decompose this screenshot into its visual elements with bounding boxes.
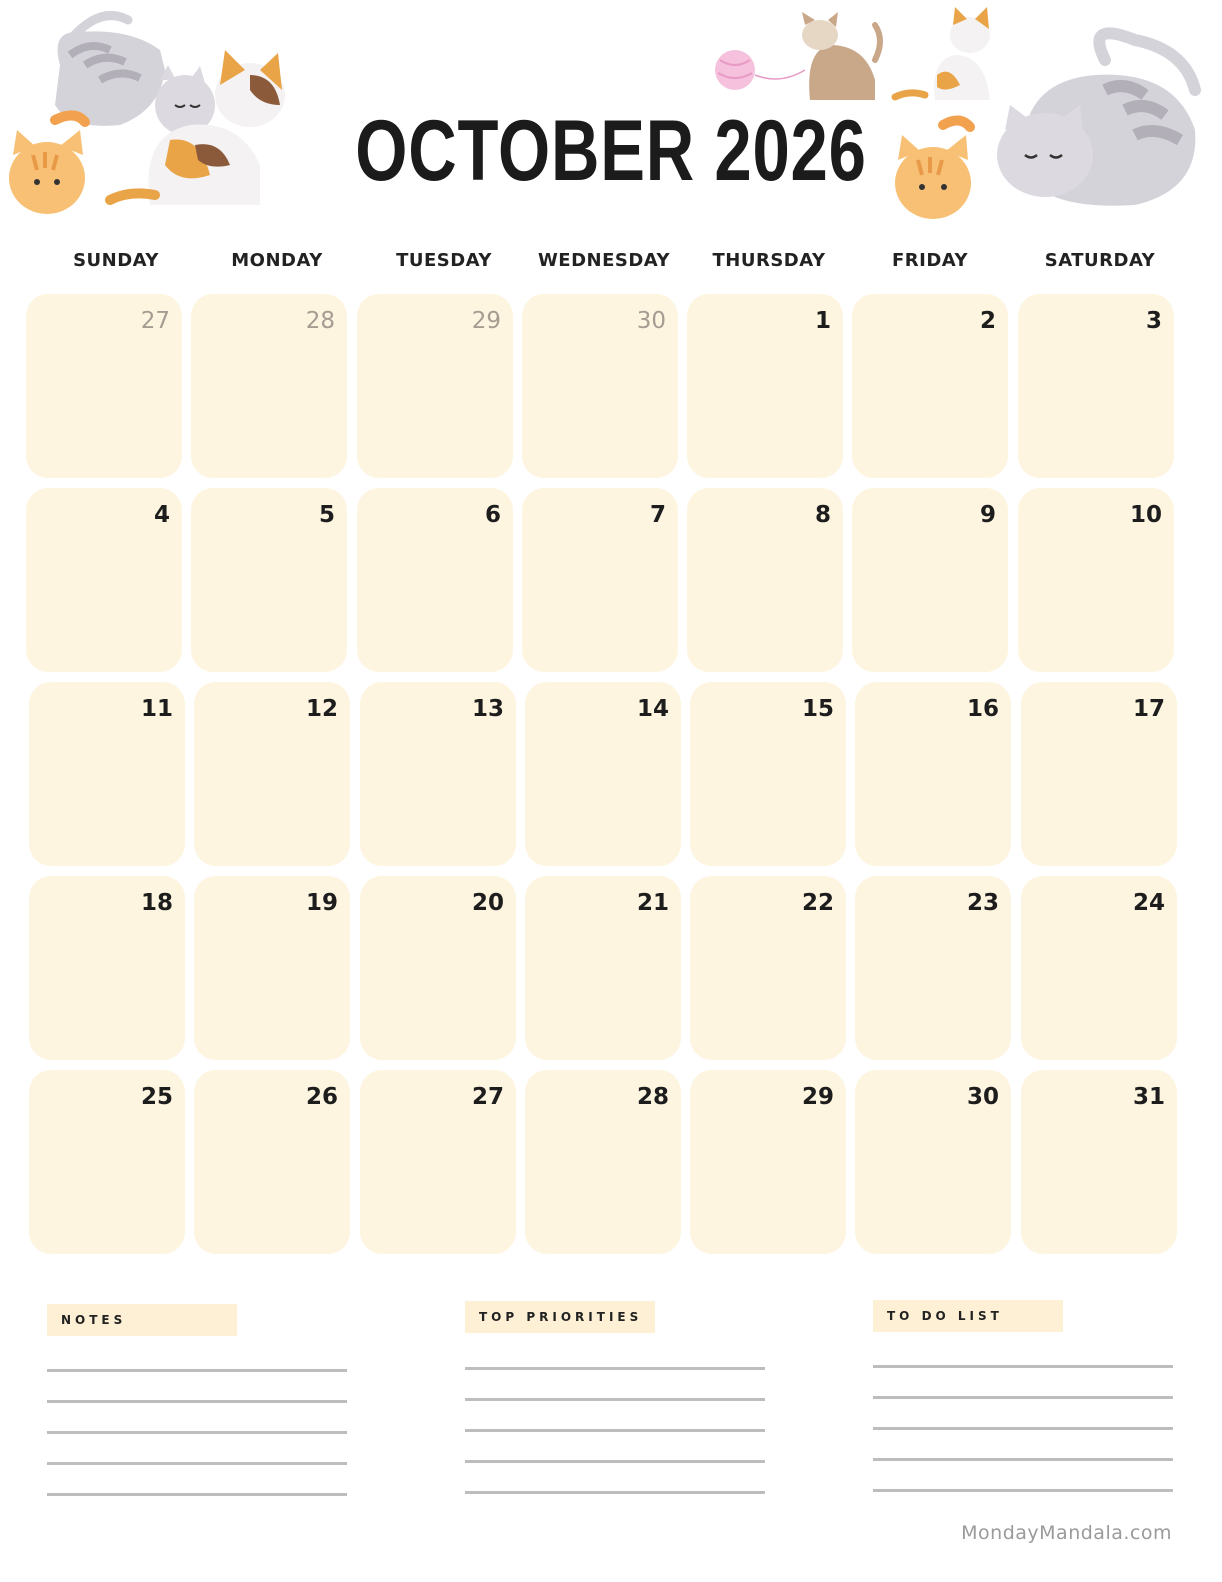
siamese-cat-icon — [790, 10, 885, 105]
day-number: 16 — [966, 696, 999, 722]
weekday-sunday: SUNDAY — [73, 250, 159, 271]
day-cell[interactable] — [687, 294, 843, 478]
day-cell[interactable] — [1021, 682, 1177, 866]
day-number: 15 — [801, 696, 834, 722]
day-cell[interactable] — [852, 488, 1008, 672]
todo-line — [873, 1427, 1173, 1430]
day-cell[interactable] — [191, 488, 347, 672]
weekday-friday: FRIDAY — [891, 250, 969, 271]
day-cell[interactable] — [360, 876, 516, 1060]
day-cell[interactable] — [357, 488, 513, 672]
day-cell[interactable] — [191, 294, 347, 478]
priorities-line — [465, 1429, 765, 1432]
priorities-label: TOP PRIORITIES — [465, 1301, 655, 1333]
priorities-line — [465, 1398, 765, 1401]
day-number: 13 — [471, 696, 504, 722]
day-cell[interactable] — [360, 1070, 516, 1254]
day-cell[interactable] — [1018, 488, 1174, 672]
day-number: 11 — [140, 696, 173, 722]
day-number: 14 — [636, 696, 669, 722]
day-cell[interactable] — [26, 294, 182, 478]
day-cell[interactable] — [855, 876, 1011, 1060]
footer-brand: MondayMandala.com — [961, 1522, 1172, 1544]
day-number: 31 — [1132, 1084, 1165, 1110]
day-cell[interactable] — [525, 1070, 681, 1254]
notes-label: NOTES — [47, 1304, 237, 1336]
day-cell[interactable] — [357, 294, 513, 478]
day-cell[interactable] — [690, 682, 846, 866]
weekday-tuesday: TUESDAY — [396, 250, 492, 271]
day-cell[interactable] — [194, 1070, 350, 1254]
day-number: 3 — [1145, 308, 1162, 334]
day-number: 30 — [636, 308, 666, 334]
day-number: 7 — [649, 502, 666, 528]
day-cell[interactable] — [1018, 294, 1174, 478]
day-number: 27 — [471, 1084, 504, 1110]
day-cell[interactable] — [687, 488, 843, 672]
day-cell[interactable] — [855, 1070, 1011, 1254]
day-cell[interactable] — [194, 682, 350, 866]
day-number: 17 — [1132, 696, 1165, 722]
day-cell[interactable] — [1021, 876, 1177, 1060]
orange-kitten-icon — [5, 110, 95, 220]
day-number: 28 — [636, 1084, 669, 1110]
weekday-header — [26, 250, 1196, 276]
day-number: 10 — [1129, 502, 1162, 528]
day-number: 20 — [471, 890, 504, 916]
day-number: 4 — [153, 502, 170, 528]
day-cell[interactable] — [855, 682, 1011, 866]
day-number: 30 — [966, 1084, 999, 1110]
notes-line — [47, 1400, 347, 1403]
day-cell[interactable] — [29, 876, 185, 1060]
day-number: 9 — [979, 502, 996, 528]
day-cell[interactable] — [1021, 1070, 1177, 1254]
day-number: 29 — [471, 308, 501, 334]
todo-label: TO DO LIST — [873, 1300, 1063, 1332]
day-cell[interactable] — [690, 1070, 846, 1254]
day-cell[interactable] — [29, 682, 185, 866]
day-cell[interactable] — [522, 488, 678, 672]
day-number: 29 — [801, 1084, 834, 1110]
todo-line — [873, 1489, 1173, 1492]
day-cell[interactable] — [525, 682, 681, 866]
day-number: 21 — [636, 890, 669, 916]
day-number: 26 — [305, 1084, 338, 1110]
weekday-monday: MONDAY — [231, 250, 323, 271]
day-number: 1 — [814, 308, 831, 334]
priorities-line — [465, 1460, 765, 1463]
notes-line — [47, 1369, 347, 1372]
day-number: 8 — [814, 502, 831, 528]
page-title: OCTOBER 2026 — [355, 103, 867, 199]
priorities-line — [465, 1491, 765, 1494]
day-cell[interactable] — [690, 876, 846, 1060]
todo-line — [873, 1365, 1173, 1368]
day-cell[interactable] — [522, 294, 678, 478]
todo-line — [873, 1458, 1173, 1461]
day-number: 12 — [305, 696, 338, 722]
day-number: 28 — [305, 308, 335, 334]
day-cell[interactable] — [525, 876, 681, 1060]
day-number: 2 — [979, 308, 996, 334]
day-cell[interactable] — [29, 1070, 185, 1254]
day-cell[interactable] — [852, 294, 1008, 478]
day-number: 5 — [318, 502, 335, 528]
weekday-wednesday: WEDNESDAY — [537, 250, 671, 271]
weekday-thursday: THURSDAY — [712, 250, 826, 271]
day-number: 25 — [140, 1084, 173, 1110]
day-number: 22 — [801, 890, 834, 916]
notes-line — [47, 1431, 347, 1434]
priorities-line — [465, 1367, 765, 1370]
weekday-saturday: SATURDAY — [1044, 250, 1156, 271]
day-number: 27 — [140, 308, 170, 334]
day-number: 6 — [484, 502, 501, 528]
notes-line — [47, 1493, 347, 1496]
day-number: 24 — [1132, 890, 1165, 916]
day-cell[interactable] — [194, 876, 350, 1060]
day-number: 18 — [140, 890, 173, 916]
day-cell[interactable] — [360, 682, 516, 866]
notes-line — [47, 1462, 347, 1465]
day-number: 19 — [305, 890, 338, 916]
day-cell[interactable] — [26, 488, 182, 672]
day-number: 23 — [966, 890, 999, 916]
todo-line — [873, 1396, 1173, 1399]
